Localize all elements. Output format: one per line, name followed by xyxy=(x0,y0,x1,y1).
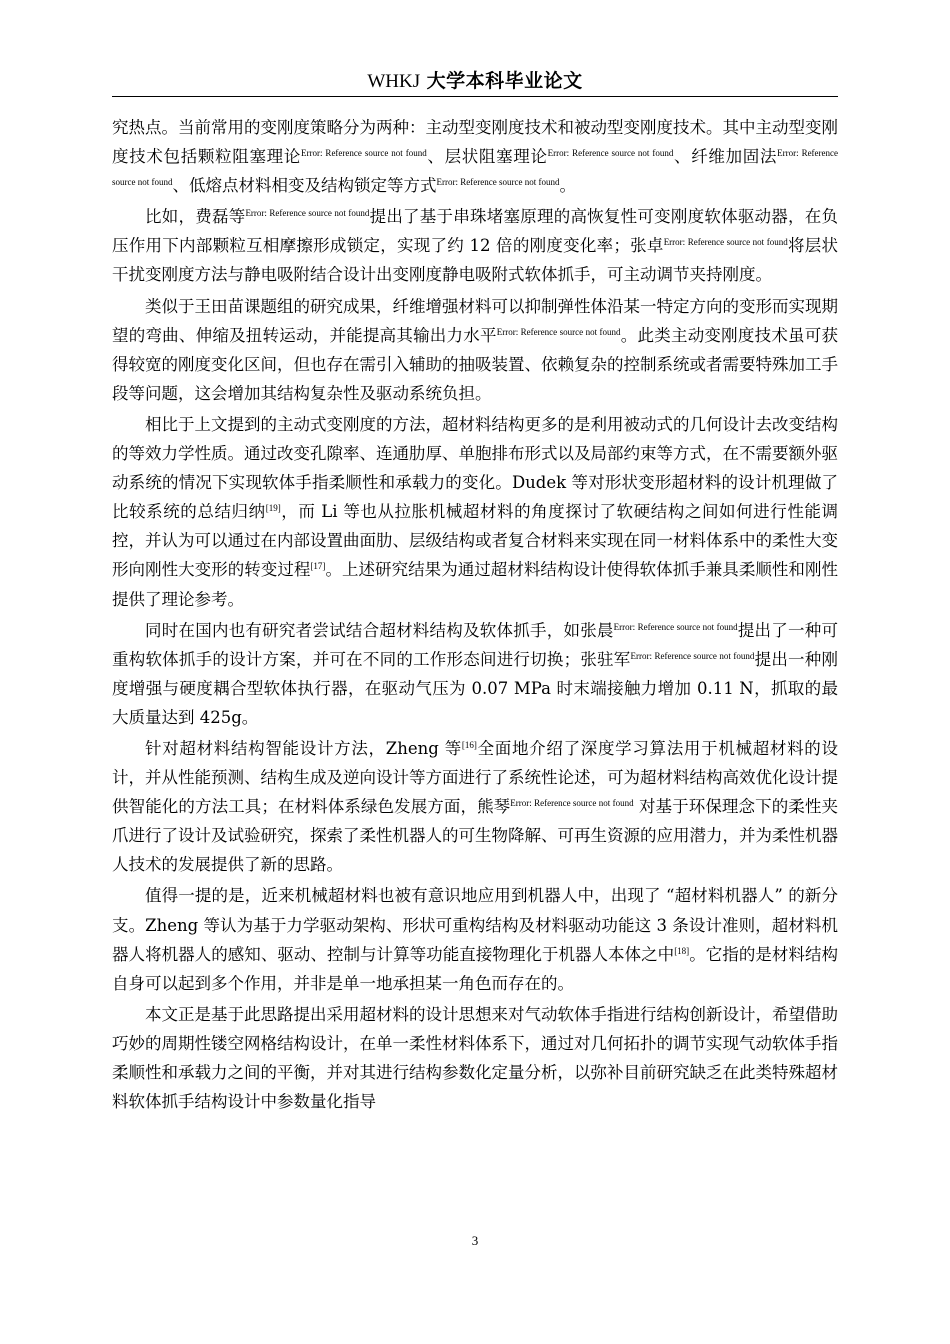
text-run: 针对超材料结构智能设计方法，Zheng 等 xyxy=(145,738,462,758)
citation-ref: [19] xyxy=(265,503,281,514)
paragraph xyxy=(112,616,838,732)
text-run: 。它指的是材料结构自身可以起到多个作用，并非是单一地承担某一角色而存在的。 xyxy=(112,944,839,993)
text-run: 提出了基于串珠堵塞原理的高恢复性可变刚度软体驱动器，在负压作用下内部颗粒互相摩擦形成锁定，实现了约 12 倍的刚度变化率；张卓 xyxy=(112,207,839,256)
citation-ref: Error: Reference source not found xyxy=(496,326,621,337)
text-run: 本文正是基于此思路提出采用超材料的设计思想来对气动软体手指进行结构创新设计，希望借助巧妙的周期性镂空网格结构设计，在单一柔性材料体系下，通过对几何拓扑的调节实现气动软体手指柔顺性和承载力之间的平衡，并对其进行结构参数化定量分析，以弥补目前研究缺乏在此类特殊超材料软体抓手结构设计中参数量化指导 xyxy=(112,1004,838,1112)
paragraph xyxy=(112,202,838,289)
paragraph xyxy=(112,734,838,879)
text-run: 。此类主动变刚度技术虽可获得较宽的刚度变化区间，但也存在需引入辅助的抽吸装置、依赖复杂的控制系统或者需要特殊加工手段等问题，这会增加其结构复杂性及驱动系统负担。 xyxy=(112,325,839,403)
text-run: 。 xyxy=(559,176,576,196)
text-run: 相比于上文提到的主动式变刚度的方法，超材料结构更多的是利用被动式的几何设计去改变结构的等效力学性质。通过改变孔隙率、连通肋厚、单胞排布形式以及局部约束等方式，在不需要额外驱动系统的情况下实现软体手指柔顺性和承载力的变化。Dudek 等对形状变形超材料的设计机理做了比较系统的总结归纳 xyxy=(112,414,838,522)
text-run: 同时在国内也有研究者尝试结合超材料结构及软体抓手，如张晨 xyxy=(145,620,614,640)
page-number: 3 xyxy=(471,1233,479,1248)
citation-ref: [18] xyxy=(674,945,690,956)
text-run: 。上述研究结果为通过超材料结构设计使得软体抓手兼具柔顺性和刚性提供了理论参考。 xyxy=(112,560,839,609)
citation-ref: Error: Reference source not found xyxy=(245,208,370,219)
text-run: 值得一提的是，近来机械超材料也被有意识地应用到机器人中，出现了 “超材料机器人” 的新分支。Zheng 等认为基于力学驱动架构、形状可重构结构及材料驱动功能这 3 条设计准则，超材料机器人将机器人的感知、驱动、控制与计算等功能直接物理化于机器人本体之中 xyxy=(112,886,838,964)
text-run: 全面地介绍了深度学习算法用于机械超材料的设计，并从性能预测、结构生成及逆向设计等方面进行了系统性论述，可为超材料结构高效优化设计提供智能化的方法工具；在材料体系绿色发展方面，熊琴 xyxy=(112,738,838,817)
paragraph xyxy=(112,113,838,200)
citation-ref: [17] xyxy=(310,561,326,572)
citation-ref: Error: Reference source not found xyxy=(436,177,560,188)
text-run: 类似于王田苗课题组的研究成果，纤维增强材料可以抑制弹性体沿某一特定方向的变形而实现期望的弯曲、伸缩及扭转运动，并能提高其输出力水平 xyxy=(112,296,838,345)
text-run: 提出一种刚度增强与硬度耦合型软体执行器，在驱动气压为 0.07 MPa 时末端接触力增加 0.11 N，抓取的最大质量达到 425g。 xyxy=(112,649,839,727)
header-title: 大学本科毕业论文 xyxy=(426,70,583,92)
citation-ref: Error: Reference source not found xyxy=(613,621,738,632)
text-run: 、低熔点材料相变及结构锁定等方式 xyxy=(172,176,437,196)
citation-ref: Error: Reference source not found xyxy=(663,237,788,248)
text-run: 比如，费磊等 xyxy=(145,207,246,227)
body-text xyxy=(112,113,838,1116)
text-run: 提出了一种可重构软体抓手的设计方案，并可在不同的工作形态间进行切换；张驻军 xyxy=(112,620,839,669)
text-run: 、纤维加固法 xyxy=(673,147,778,167)
paragraph xyxy=(112,292,838,408)
citation-ref: [16] xyxy=(461,739,477,750)
citation-ref: Error: Reference source not found xyxy=(510,798,634,809)
text-run: 、层状阻塞理论 xyxy=(426,147,548,167)
citation-ref: Error: Reference source not found xyxy=(301,148,427,159)
citation-ref: Error: Reference source not found xyxy=(630,650,755,661)
paragraph xyxy=(112,410,838,614)
text-run: ，而 Li 等也从拉胀机械超材料的角度探讨了软硬结构之间如何进行性能调控，并认为可以通过在内部设置曲面肋、层级结构或者复合材料来实现在同一材料体系中的柔性大变形向刚性大变形的转变过程 xyxy=(112,502,838,580)
citation-ref: Error: Reference source not found xyxy=(547,148,674,159)
page-header xyxy=(112,68,838,97)
paragraph xyxy=(112,881,838,997)
paragraph xyxy=(112,1000,838,1116)
text-run: 将层状干扰变刚度方法与静电吸附结合设计出变刚度静电吸附式软体抓手，可主动调节夹持刚度。 xyxy=(112,236,838,285)
text-run: 对基于环保理念下的柔性夹爪进行了设计及试验研究，探索了柔性机器人的可生物降解、可再生资源的应用潜力，并为柔性机器人技术的发展提供了新的思路。 xyxy=(112,797,838,875)
citation-ref: Error: Reference source not found xyxy=(112,148,839,188)
header-brand: WHKJ xyxy=(367,71,421,92)
text-run: 究热点。当前常用的变刚度策略分为两种：主动型变刚度技术和被动型变刚度技术。其中主动型变刚度技术包括颗粒阻塞理论 xyxy=(112,118,838,167)
